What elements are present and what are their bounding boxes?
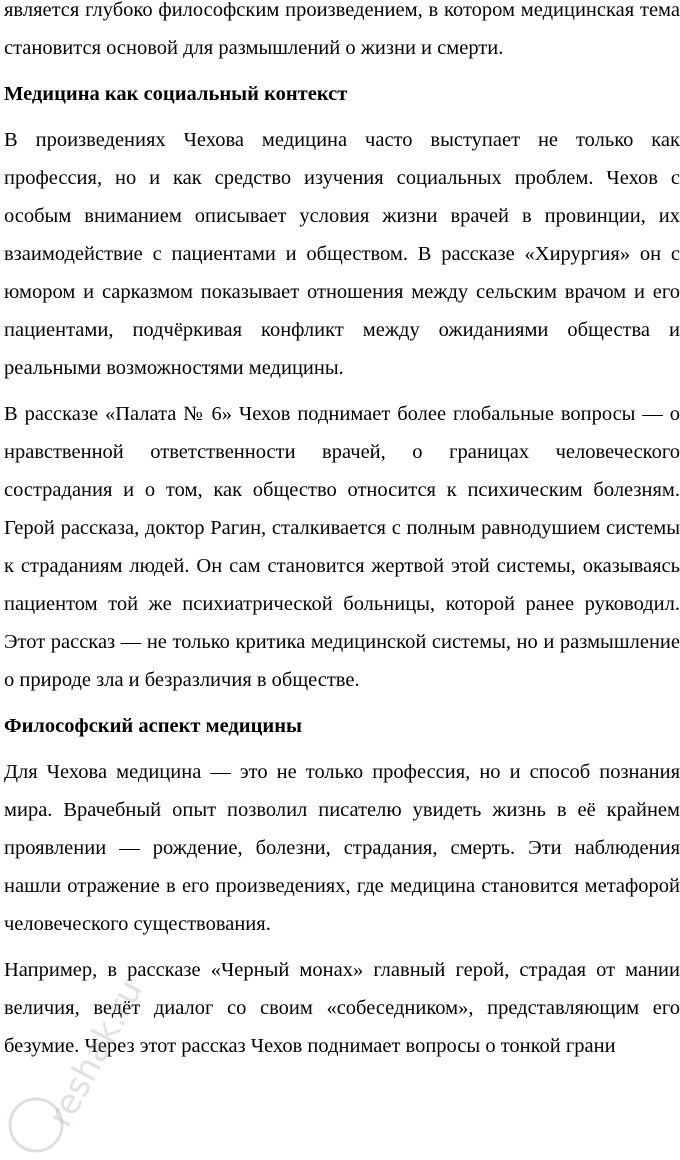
section-heading-social-context: Медицина как социальный контекст <box>4 83 348 105</box>
document-body <box>4 0 680 1073</box>
watermark-text: reshak.ru <box>40 973 151 1134</box>
paragraph-social-1: В произведениях Чехова медицина часто выступает не только как профессия, но и как средство изучения социальных проблем. Чехов с особым вниманием описывает условия жизни врачей в провинции, их взаимодействие с пациентами и обществом. В рассказе «Хирургия» он с юмором и сарказмом показывает отношения между сельским врачом и его пациентами, подчёркивая конфликт между ожиданиями общества и реальными возможностями медицины. <box>4 129 680 379</box>
paragraph-philosophy-2: Например, в рассказе «Черный монах» главный герой, страдая от мании величия, ведёт диалог со своим «собеседником», представляющим его безумие. Через этот рассказ Чехов поднимает вопросы о тонкой грани <box>4 959 680 1057</box>
watermark-circle-icon <box>10 1099 62 1151</box>
section-heading-philosophy: Философский аспект медицины <box>4 715 303 737</box>
paragraph-top: является глубоко философским произведением, в котором медицинская тема становится основой для размышлений о жизни и смерти. <box>4 0 680 59</box>
paragraph-social-2: В рассказе «Палата № 6» Чехов поднимает более глобальные вопросы — о нравственной ответственности врачей, о границах человеческого сострадания и о том, как общество относится к психическим болезням. Герой рассказа, доктор Рагин, сталкивается с полным равнодушием системы к страданиям людей. Он сам становится жертвой этой системы, оказываясь пациентом той же психиатрической больницы, которой ранее руководил. Этот рассказ — не только критика медицинской системы, но и размышление о природе зла и безразличия в обществе. <box>4 403 680 691</box>
paragraph-philosophy-1: Для Чехова медицина — это не только профессия, но и способ познания мира. Врачебный опыт позволил писателю увидеть жизнь в её крайнем проявлении — рождение, болезни, страдания, смерть. Эти наблюдения нашли отражение в его произведениях, где медицина становится метафорой человеческого существования. <box>4 761 680 935</box>
